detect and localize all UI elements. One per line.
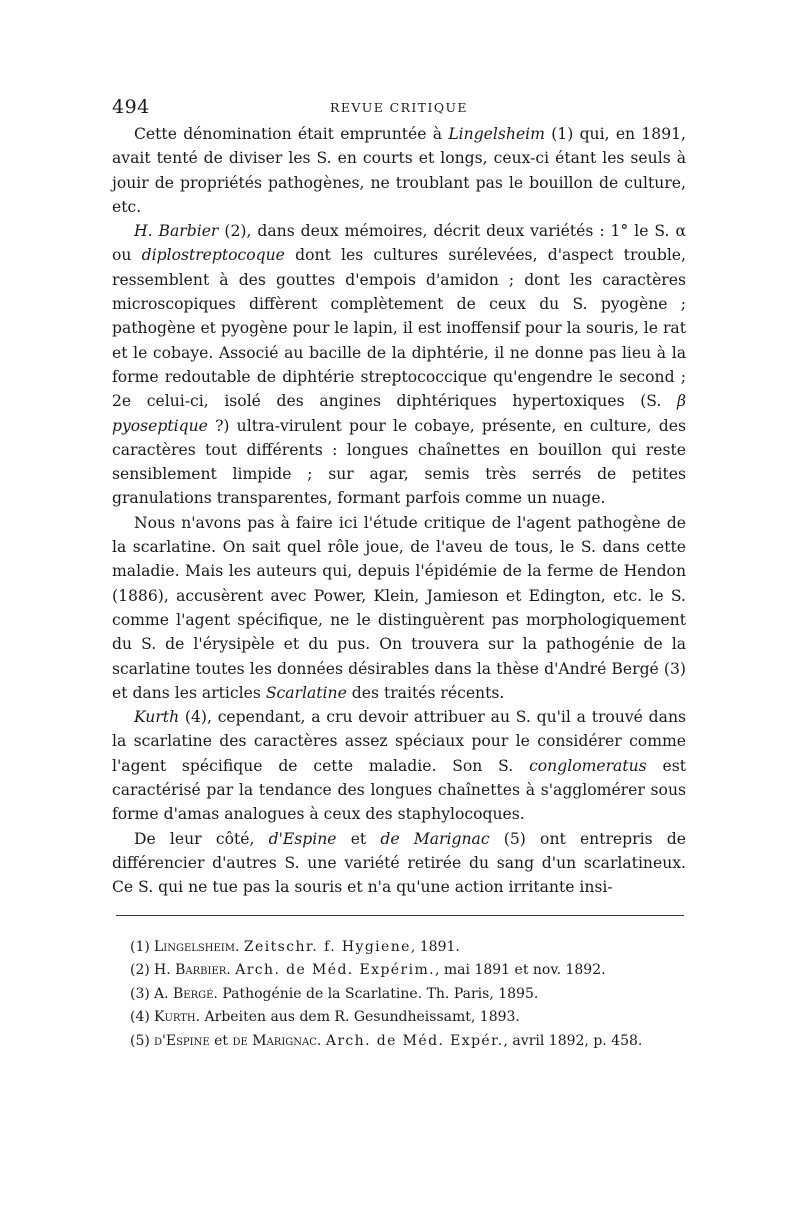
body-text (112, 122, 686, 900)
running-head (112, 96, 686, 120)
text-run: (4), cependant, a cru devoir attribuer au S. qu'il a trouvé dans la scarlatine des caractères assez spéciaux pour le considérer comme l'agent spécifique de cette maladie. Son S. (112, 708, 686, 775)
italic-text: Scarlatine (265, 683, 347, 702)
text-run: . (235, 938, 244, 955)
author-name: Kurth (154, 1009, 196, 1025)
text-run: (2), dans deux mémoires, décrit deux variétés : 1° le S. α ou (112, 222, 686, 265)
italic-text: β pyoseptique (112, 392, 686, 435)
italic-text: d'Espine (268, 829, 337, 848)
text-run: des traités récents. (346, 683, 505, 702)
footnotes (130, 936, 686, 1054)
text-run: . (316, 1032, 326, 1049)
paragraph (112, 219, 686, 511)
text-run: , avril 1892, p. 458. (503, 1032, 643, 1049)
footnote (130, 1006, 686, 1030)
author-name: Bergé (173, 985, 214, 1002)
text-run: Cette dénomination était empruntée à (134, 125, 449, 143)
author-name: Lingelsheim (154, 938, 235, 955)
text-run: est caractérisé par la tendance des longues chaînettes à s'agglomérer sous forme d'amas analogues à ceux des staphylocoques. (112, 756, 686, 824)
paragraph (112, 511, 686, 705)
italic-text: conglomeratus (529, 756, 647, 775)
text-run: , 1891. (410, 938, 460, 955)
text-run: (5) ont entrepris de différencier d'autres S. une variété retirée du sang d'un scarlatineux. Ce S. qui ne tue pas la souris et n'a qu'une action irritante insi- (112, 829, 686, 897)
italic-text: de Marignac (380, 829, 490, 848)
footnote-number: (4) (130, 1009, 150, 1025)
italic-text: Lingelsheim (448, 125, 545, 143)
footnote-number: (1) (130, 938, 150, 955)
text-run: et (336, 829, 381, 848)
italic-text: H. Barbier (134, 222, 219, 241)
text-run: A. (154, 985, 174, 1002)
text-run: (1) qui, en 1891, avait tenté de diviser les S. en courts et longs, ceux-ci étant les seuls à jouir de propriétés pathogènes, ne troublant pas le bouillon de culture, etc. (112, 125, 686, 216)
text-run: ?) ultra-virulent pour le cobaye, présente, en culture, des caractères tout différents : longues chaînettes en bouillon qui reste sensiblement limpide ; sur agar, semis très serrés de petites granulations transparentes, formant parfois comme un nuage. (112, 416, 686, 508)
text-run: dont les cultures surélevées, d'aspect trouble, ressemblent à des gouttes d'empois d'amidon ; dont les caractères microscopiques diffèrent complètement de ceux du S. pyogène ; pathogène et pyogène pour le lapin, il est inoffensif pour la souris, le rat et le cobaye. Associé au bacille de la diphtérie, il ne donne pas lieu à la forme redoutable de diphtérie streptococcique qu'engendre le second ; 2e celui-ci, isolé des angines diphtériques hypertoxiques (S. (112, 246, 686, 411)
text-run: De leur côté, (134, 829, 269, 848)
journal-name: Zeitschr. f. Hygiene (243, 938, 411, 955)
paragraph (112, 705, 686, 826)
text-run: H. (154, 962, 176, 978)
author-name: de Marignac (232, 1032, 317, 1049)
author-name: d'Espine (154, 1032, 210, 1049)
text-run: et (209, 1032, 233, 1049)
paragraph (112, 122, 686, 219)
journal-title: REVUE CRITIQUE (330, 100, 468, 115)
journal-name: Arch. de Méd. Expér. (325, 1032, 504, 1049)
journal-name: Arch. de Méd. Expérim. (235, 962, 435, 978)
footnote-number: (2) (130, 962, 150, 978)
footnote-number: (5) (130, 1032, 150, 1049)
italic-text: diplostreptocoque (141, 246, 285, 265)
text-run: . Arbeiten aus dem R. Gesundheissamt, 1893. (195, 1009, 520, 1025)
text-run: , mai 1891 et nov. 1892. (435, 962, 606, 978)
footnote-number: (3) (130, 985, 150, 1002)
footnote (130, 959, 686, 983)
paragraph (112, 827, 686, 900)
page-number: 494 (112, 96, 150, 118)
footnote (130, 1030, 686, 1054)
footnote (130, 983, 686, 1007)
text-run: . Pathogénie de la Scarlatine. Th. Paris, 1895. (213, 985, 539, 1002)
footnote-rule (116, 915, 684, 916)
text-run: Nous n'avons pas à faire ici l'étude critique de l'agent pathogène de la scarlatine. On sait quel rôle joue, de l'aveu de tous, le S. dans cette maladie. Mais les auteurs qui, depuis l'épidémie de la ferme de Hendon (1886), accusèrent avec Power, Klein, Jamieson et Edington, etc. le S. comme l'agent spécifique, ne le distinguèrent pas morphologiquement du S. de l'érysipèle et du pus. On trouvera sur la pathogénie de la scarlatine toutes les données désirables dans la thèse d'André Bergé (3) et dans les articles (112, 513, 686, 702)
italic-text: Kurth (134, 708, 180, 727)
footnote (130, 936, 686, 960)
book-page (112, 96, 686, 1053)
text-run: . (226, 962, 236, 978)
author-name: Barbier (175, 962, 227, 978)
